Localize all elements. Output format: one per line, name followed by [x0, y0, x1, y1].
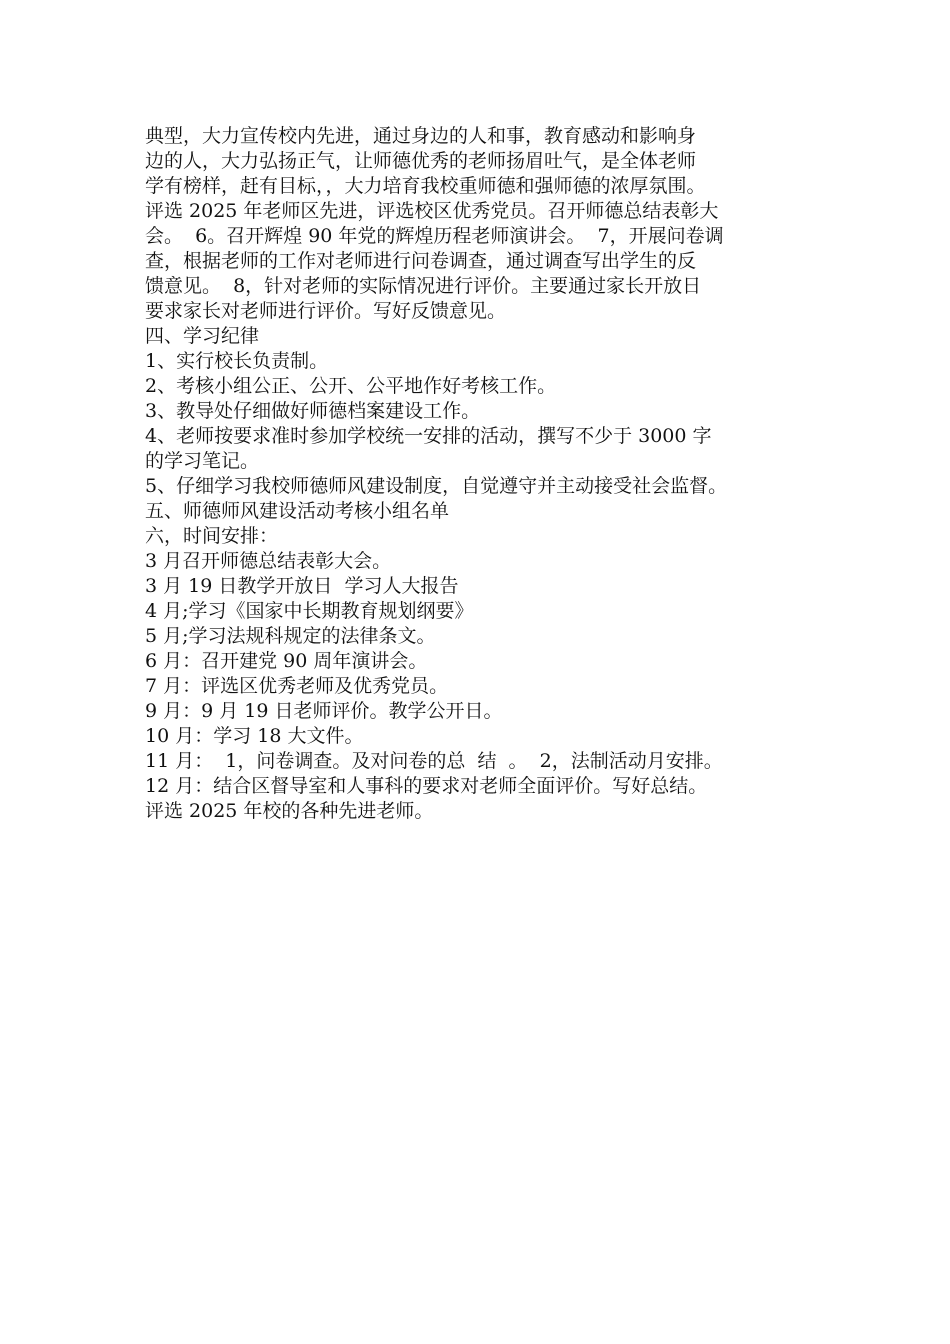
schedule-item: 11 月： 1，问卷调查。及对问卷的总 结 。 2，法制活动月安排。	[145, 750, 723, 772]
schedule-item-continuation: 评选 2025 年校的各种先进老师。	[145, 800, 434, 822]
schedule-item: 5 月;学习法规科规定的法律条文。	[145, 625, 436, 647]
list-item: 1、实行校长负责制。	[145, 350, 329, 372]
list-item: 4、老师按要求准时参加学校统一安排的活动，撰写不少于 3000 字	[145, 425, 712, 447]
schedule-item: 7 月：评选区优秀老师及优秀党员。	[145, 675, 449, 697]
section-heading-schedule: 六，时间安排：	[145, 525, 279, 547]
paragraph-line: 要求家长对老师进行评价。写好反馈意见。	[145, 300, 507, 322]
list-item: 3、教导处仔细做好师德档案建设工作。	[145, 400, 481, 422]
schedule-item: 6 月：召开建党 90 周年演讲会。	[145, 650, 428, 672]
paragraph-line: 学有榜样，赶有目标，，大力培育我校重师德和强师德的浓厚氛围。	[145, 175, 706, 197]
paragraph-line: 馈意见。 8，针对老师的实际情况进行评价。主要通过家长开放日	[145, 275, 702, 297]
paragraph-line: 典型，大力宣传校内先进，通过身边的人和事，教育感动和影响身	[145, 125, 697, 147]
section-heading-committee: 五、师德师风建设活动考核小组名单	[145, 500, 450, 522]
schedule-item: 4 月;学习《国家中长期教育规划纲要》	[145, 600, 474, 622]
document-body	[145, 124, 825, 824]
schedule-item: 3 月召开师德总结表彰大会。	[145, 550, 392, 572]
list-item: 2、考核小组公正、公开、公平地作好考核工作。	[145, 375, 557, 397]
list-item: 5、仔细学习我校师德师风建设制度，自觉遵守并主动接受社会监督。	[145, 475, 728, 497]
paragraph-line: 评选 2025 年老师区先进，评选校区优秀党员。召开师德总结表彰大	[145, 200, 719, 222]
section-heading-discipline: 四、学习纪律	[145, 325, 260, 347]
paragraph-line: 边的人，大力弘扬正气，让师德优秀的老师扬眉吐气，是全体老师	[145, 150, 697, 172]
paragraph-line: 查，根据老师的工作对老师进行问卷调查，通过调查写出学生的反	[145, 250, 697, 272]
list-item-continuation: 的学习笔记。	[145, 450, 260, 472]
schedule-item: 9 月：9 月 19 日老师评价。教学公开日。	[145, 700, 503, 722]
schedule-item: 10 月：学习 18 大文件。	[145, 725, 364, 747]
schedule-item: 3 月 19 日教学开放日 学习人大报告	[145, 575, 459, 597]
schedule-item: 12 月：结合区督导室和人事科的要求对老师全面评价。写好总结。	[145, 775, 708, 797]
paragraph-line: 会。 6。召开辉煌 90 年党的辉煌历程老师演讲会。 7，开展问卷调	[145, 225, 724, 247]
